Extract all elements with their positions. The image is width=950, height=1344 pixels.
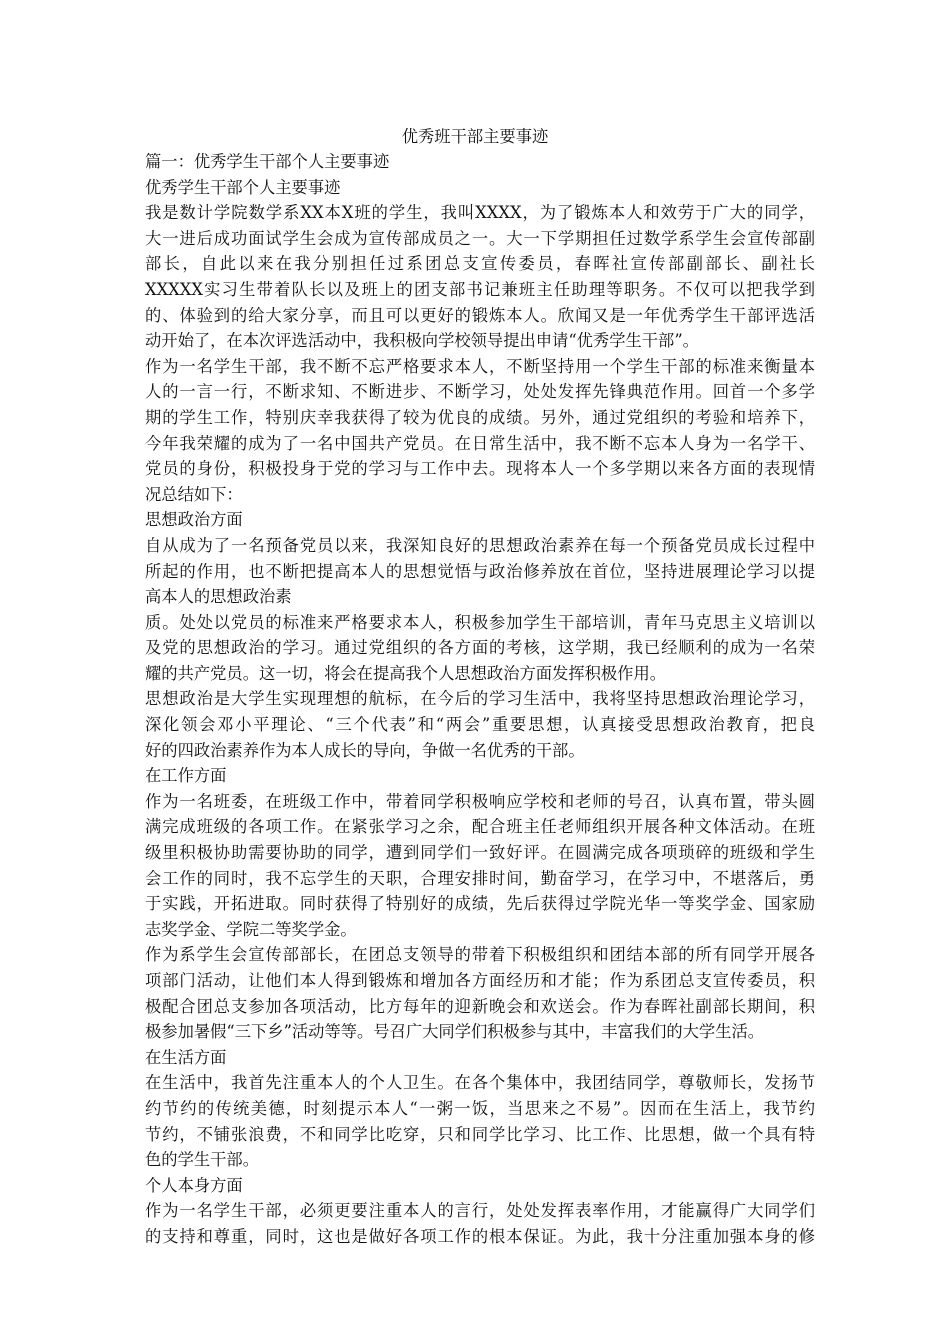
document-title: 优秀班干部主要事迹 bbox=[401, 127, 549, 146]
text-line: 党员的身份，积极投身于党的学习与工作中去。现将本人一个多学期以来各方面的表现情 bbox=[145, 459, 815, 479]
document-body bbox=[145, 149, 815, 1250]
text-line: 在工作方面 bbox=[145, 766, 227, 786]
text-line: 志奖学金、学院二等奖学金。 bbox=[145, 919, 357, 939]
text-line: 思想政治方面 bbox=[145, 510, 243, 530]
text-line: 满完成班级的各项工作。在紧张学习之余，配合班主任老师组织开展各种文体活动。在班 bbox=[145, 817, 815, 837]
text-line: 及党的思想政治的学习。通过党组织的各方面的考核，这学期，我已经顺利的成为一名荣 bbox=[145, 638, 815, 658]
text-line: XXXXX实习生带着队长以及班上的团支部书记兼班主任助理等职务。不仅可以把我学到 bbox=[145, 279, 815, 299]
text-line: 项部门活动，让他们本人得到锻炼和增加各方面经历和才能；作为系团总支宣传委员，积 bbox=[145, 971, 815, 990]
text-line: 部长，自此以来在我分别担任过系团总支宣传委员，春晖社宣传部副部长、副社长 bbox=[145, 254, 815, 274]
text-line: 高本人的思想政治素 bbox=[145, 587, 292, 607]
text-line: 的、体验到的给大家分享，而且可以更好的锻炼本人。欣闻又是一年优秀学生干部评选活 bbox=[145, 305, 815, 325]
text-line: 好的四政治素养作为本人成长的导向，争做一名优秀的干部。 bbox=[145, 740, 585, 760]
text-line: 所起的作用，也不断把提高本人的思想觉悟与政治修养放在首位，坚持进展理论学习以提 bbox=[145, 561, 815, 581]
text-line: 优秀学生干部个人主要事迹 bbox=[145, 177, 341, 197]
text-line: 极参加暑假“三下乡”活动等等。号召广大同学们积极参与其中，丰富我们的大学生活。 bbox=[145, 1022, 765, 1042]
text-line: 节约，不铺张浪费，不和同学比吃穿，只和同学比学习、比工作、比思想，做一个具有特 bbox=[145, 1124, 815, 1144]
text-line: 个人本身方面 bbox=[145, 1175, 243, 1195]
text-line: 我是数计学院数学系XX本X班的学生，我叫XXXX，为了锻炼本人和效劳于广大的同学， bbox=[145, 203, 815, 223]
text-line: 色的学生干部。 bbox=[145, 1150, 259, 1170]
text-line: 作为一名学生干部，我不断不忘严格要求本人，不断坚持用一个学生干部的标准来衡量本 bbox=[145, 356, 815, 376]
text-line: 作为一名学生干部，必须更要注重本人的言行，处处发挥表率作用，才能赢得广大同学们 bbox=[145, 1201, 815, 1221]
text-line: 会工作的同时，我不忘学生的天职，合理安排时间，勤奋学习，在学习中，不堪落后，勇 bbox=[145, 868, 815, 888]
text-line: 动开始了，在本次评选活动中，我积极向学校领导提出申请“优秀学生干部”。 bbox=[145, 331, 699, 351]
text-line: 作为一名班委，在班级工作中，带着同学积极响应学校和老师的号召，认真布置，带头圆 bbox=[145, 791, 815, 811]
text-line: 深化领会邓小平理论、“三个代表”和“两会”重要思想，认真接受思想政治教育，把良 bbox=[145, 715, 815, 735]
text-line: 作为系学生会宣传部部长，在团总支领导的带着下积极组织和团结本部的所有同学开展各 bbox=[145, 945, 815, 965]
text-line: 况总结如下： bbox=[145, 484, 243, 504]
text-line: 耀的共产党员。这一切，将会在提高我个人思想政治方面发挥积极作用。 bbox=[145, 663, 667, 683]
text-line: 级里积极协助需要协助的同学，遭到同学们一致好评。在圆满完成各项琐碎的班级和学生 bbox=[145, 843, 815, 863]
text-line: 篇一：优秀学生干部个人主要事迹 bbox=[145, 152, 390, 171]
text-line: 自从成为了一名预备党员以来，我深知良好的思想政治素养在每一个预备党员成长过程中 bbox=[145, 535, 815, 555]
text-line: 大一进后成功面试学生会成为宣传部成员之一。大一下学期担任过数学系学生会宣传部副 bbox=[145, 228, 815, 248]
text-line: 约节约的传统美德，时刻提示本人“一粥一饭，当思来之不易”。因而在生活上，我节约 bbox=[145, 1098, 815, 1118]
text-line: 期的学生工作，特别庆幸我获得了较为优良的成绩。另外，通过党组织的考验和培养下， bbox=[145, 407, 815, 427]
text-line: 思想政治是大学生实现理想的航标，在今后的学习生活中，我将坚持思想政治理论学习， bbox=[145, 689, 815, 709]
text-line: 人的一言一行，不断求知、不断进步、不断学习，处处发挥先锋典范作用。回首一个多学 bbox=[145, 382, 815, 402]
text-line: 在生活方面 bbox=[145, 1047, 227, 1067]
text-line: 在生活中，我首先注重本人的个人卫生。在各个集体中，我团结同学，尊敬师长，发扬节 bbox=[145, 1073, 815, 1093]
text-line: 今年我荣耀的成为了一名中国共产党员。在日常生活中，我不断不忘本人身为一名学干、 bbox=[145, 433, 815, 453]
text-line: 质。处处以党员的标准来严格要求本人，积极参加学生干部培训，青年马克思主义培训以 bbox=[145, 612, 815, 632]
text-line: 的支持和尊重，同时，这也是做好各项工作的根本保证。为此，我十分注重加强本身的修 bbox=[145, 1226, 815, 1246]
text-line: 于实践，开拓进取。同时获得了特别好的成绩，先后获得过学院光华一等奖学金、国家励 bbox=[145, 894, 815, 914]
text-line: 极配合团总支参加各项活动，比方每年的迎新晚会和欢送会。作为春晖社副部长期间，积 bbox=[145, 996, 815, 1016]
